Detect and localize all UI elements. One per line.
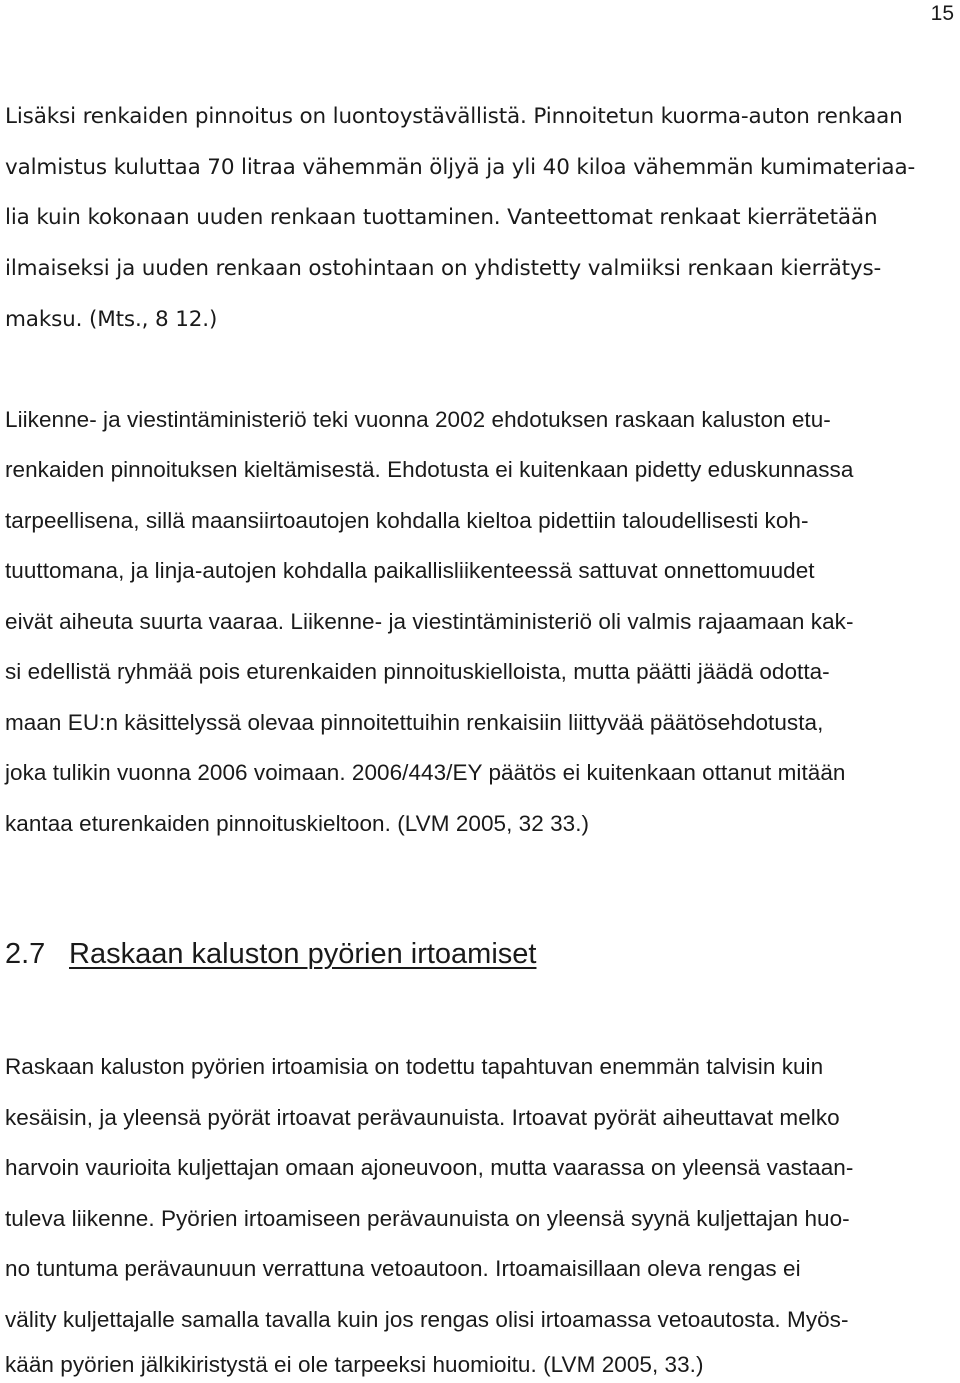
text-line: kään pyörien jälkikiristystä ei ole tarpeeksi huomioitu. (LVM 2005, 33.) — [5, 1352, 704, 1377]
text-line: tarpeellisena, sillä maansiirtoautojen kohdalla kieltoa pidettiin taloudellisesti koh- — [5, 508, 809, 533]
section-title: Raskaan kaluston pyörien irtoamiset — [69, 938, 537, 970]
section-number: 2.7 — [5, 938, 46, 970]
text-line: valmistus kuluttaa 70 litraa vähemmän öljyä ja yli 40 kiloa vähemmän kumimateriaa- — [5, 155, 916, 180]
text-line: maksu. (Mts., 8 12.) — [5, 307, 218, 332]
page-number: 15 — [930, 2, 954, 25]
text-line: harvoin vaurioita kuljettajan omaan ajoneuvoon, mutta vaarassa on yleensä vastaan- — [5, 1155, 854, 1180]
text-line: kantaa eturenkaiden pinnoituskieltoon. (LVM 2005, 32 33.) — [5, 811, 590, 836]
text-line: välity kuljettajalle samalla tavalla kuin jos rengas olisi irtoamassa vetoautosta. Myös- — [5, 1307, 849, 1332]
text-line: ilmaiseksi ja uuden renkaan ostohintaan on yhdistetty valmiiksi renkaan kierrätys- — [5, 256, 882, 281]
text-line: Lisäksi renkaiden pinnoitus on luontoystävällistä. Pinnoitetun kuorma-auton renkaan — [5, 104, 903, 129]
text-line: maan EU:n käsittelyssä olevaa pinnoitettuihin renkaisiin liittyvää päätösehdotusta, — [5, 710, 824, 735]
text-line: no tuntuma perävaunuun verrattuna vetoautoon. Irtoamaisillaan oleva rengas ei — [5, 1256, 801, 1281]
text-line: joka tulikin vuonna 2006 voimaan. 2006/443/EY päätös ei kuitenkaan ottanut mitään — [5, 760, 846, 785]
text-line: lia kuin kokonaan uuden renkaan tuottaminen. Vanteettomat renkaat kierrätetään — [5, 205, 878, 230]
text-line: si edellistä ryhmää pois eturenkaiden pinnoituskielloista, mutta päätti jäädä odotta- — [5, 659, 830, 684]
text-line: Raskaan kaluston pyörien irtoamisia on todettu tapahtuvan enemmän talvisin kuin — [5, 1054, 824, 1079]
text-line: renkaiden pinnoituksen kieltämisestä. Ehdotusta ei kuitenkaan pidetty eduskunnassa — [5, 457, 854, 482]
text-line: kesäisin, ja yleensä pyörät irtoavat perävaunuista. Irtoavat pyörät aiheuttavat melko — [5, 1105, 840, 1130]
section-heading — [5, 936, 536, 972]
text-line: Liikenne- ja viestintäministeriö teki vuonna 2002 ehdotuksen raskaan kaluston etu- — [5, 407, 831, 432]
text-line: tuleva liikenne. Pyörien irtoamiseen perävaunuista on yleensä syynä kuljettajan huo- — [5, 1206, 850, 1231]
text-line: tuuttomana, ja linja-autojen kohdalla paikallisliikenteessä sattuvat onnettomuudet — [5, 558, 815, 583]
text-line: eivät aiheuta suurta vaaraa. Liikenne- ja viestintäministeriö oli valmis rajaamaan kak- — [5, 609, 854, 634]
